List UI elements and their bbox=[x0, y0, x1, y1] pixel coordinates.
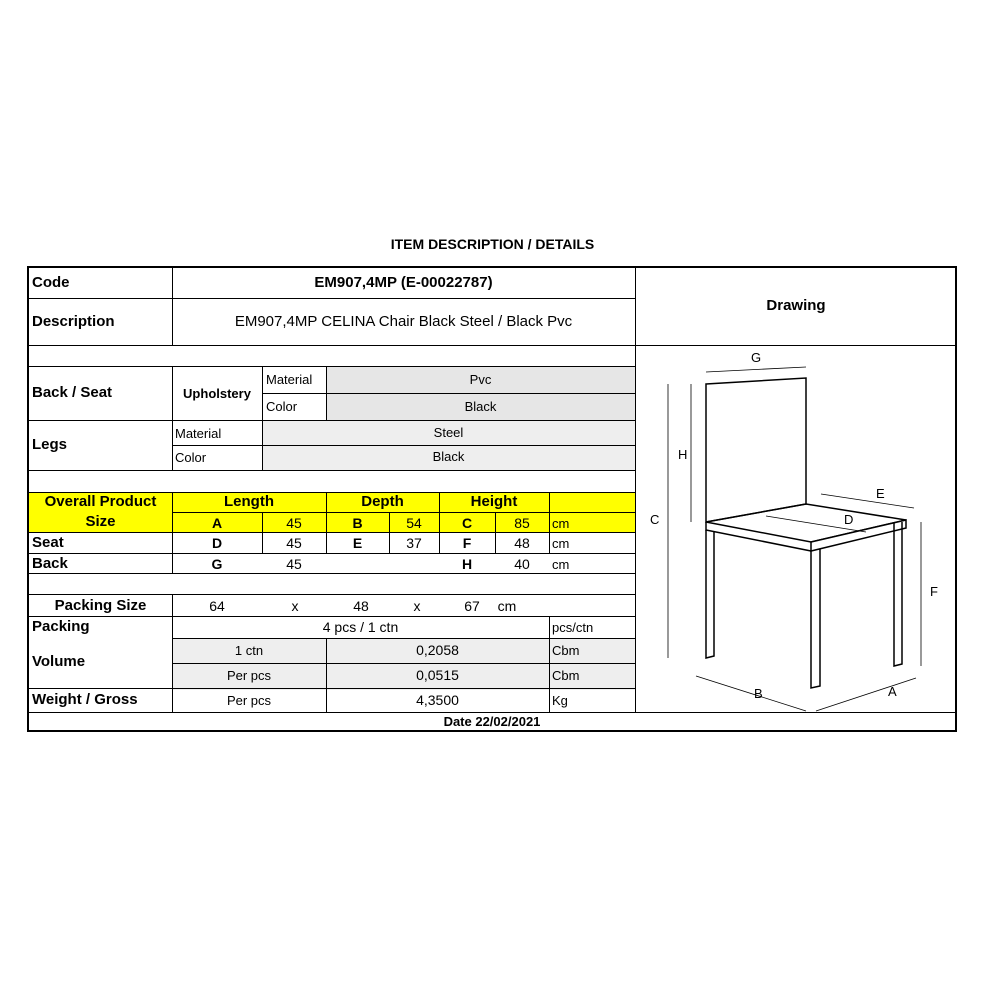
overall-height-value: 85 bbox=[514, 515, 530, 531]
seat-height-key: F bbox=[462, 535, 472, 551]
legs-label: Legs bbox=[32, 436, 68, 453]
dimension-g-line bbox=[706, 367, 806, 372]
dimension-e-line bbox=[821, 494, 914, 508]
back-label: Back bbox=[32, 555, 68, 572]
chair-seat-edge bbox=[811, 520, 906, 551]
volume-row1-unit: Cbm bbox=[552, 643, 580, 658]
seat-unit: cm bbox=[552, 536, 570, 551]
legs-material-label: Material bbox=[175, 426, 222, 441]
label-h: H bbox=[678, 447, 688, 462]
packing-size-label: Packing Size bbox=[54, 597, 147, 614]
dimension-a-line bbox=[816, 678, 916, 711]
description-value: EM907,4MP CELINA Chair Black Steel / Black Pvc bbox=[234, 313, 573, 330]
overall-length-value: 45 bbox=[286, 515, 302, 531]
description-label: Description bbox=[32, 313, 115, 330]
volume-row2-unit: Cbm bbox=[552, 668, 580, 683]
label-c: C bbox=[650, 512, 660, 527]
legs-material-value: Steel bbox=[433, 425, 464, 440]
page-title: ITEM DESCRIPTION / DETAILS bbox=[390, 236, 595, 252]
weight-label: Weight / Gross bbox=[32, 691, 138, 708]
chair-leg-front bbox=[811, 549, 820, 688]
packing-label: Packing bbox=[32, 618, 90, 635]
legs-color-value: Black bbox=[432, 449, 465, 464]
label-a: A bbox=[888, 684, 897, 699]
packing-size-height: 67 bbox=[464, 598, 480, 614]
depth-header: Depth bbox=[361, 493, 404, 510]
upholstery-label: Upholstery bbox=[183, 386, 251, 401]
volume-row2-label: Per pcs bbox=[226, 668, 272, 683]
weight-unit: Kg bbox=[552, 693, 568, 708]
overall-length-key: A bbox=[211, 515, 223, 531]
label-g: G bbox=[751, 350, 762, 365]
overall-depth-key: B bbox=[352, 515, 363, 531]
chair-seat-side bbox=[706, 522, 811, 551]
label-d: D bbox=[844, 512, 854, 527]
height-header: Height bbox=[470, 493, 518, 510]
code-label: Code bbox=[32, 274, 70, 291]
seat-length-value: 45 bbox=[286, 535, 302, 551]
packing-size-x1: x bbox=[291, 598, 299, 614]
details-table bbox=[27, 266, 957, 732]
overall-height-key: C bbox=[461, 515, 473, 531]
packing-unit: pcs/ctn bbox=[552, 620, 594, 635]
dimension-b-line bbox=[696, 676, 806, 711]
back-height-key: H bbox=[461, 556, 473, 572]
weight-sub-label: Per pcs bbox=[226, 693, 272, 708]
packing-value: 4 pcs / 1 ctn bbox=[322, 619, 399, 635]
back-seat-label: Back / Seat bbox=[32, 384, 113, 401]
back-seat-material-label: Material bbox=[266, 372, 313, 387]
packing-size-unit: cm bbox=[497, 598, 517, 614]
back-height-value: 40 bbox=[514, 556, 530, 572]
volume-label: Volume bbox=[32, 653, 86, 670]
seat-height-value: 48 bbox=[514, 535, 530, 551]
drawing-label: Drawing bbox=[766, 297, 826, 314]
chair-leg-right bbox=[894, 522, 902, 666]
length-header: Length bbox=[224, 493, 274, 510]
chair-backrest bbox=[706, 378, 806, 522]
chair-drawing bbox=[636, 346, 955, 712]
volume-row1-value: 0,2058 bbox=[416, 642, 459, 658]
back-seat-color-value: Black bbox=[464, 399, 497, 414]
date-label: Date 22/02/2021 bbox=[443, 714, 541, 729]
packing-size-length: 64 bbox=[209, 598, 225, 614]
volume-row1-label: 1 ctn bbox=[234, 643, 264, 658]
seat-depth-key: E bbox=[352, 535, 363, 551]
overall-size-label-1: Overall Product bbox=[44, 493, 157, 510]
code-value: EM907,4MP (E-00022787) bbox=[314, 274, 493, 291]
label-e: E bbox=[876, 486, 885, 501]
back-unit: cm bbox=[552, 557, 570, 572]
volume-row2-value: 0,0515 bbox=[416, 667, 459, 683]
packing-size-x2: x bbox=[413, 598, 421, 614]
seat-depth-value: 37 bbox=[406, 535, 422, 551]
back-length-key: G bbox=[211, 556, 223, 572]
back-seat-material-value: Pvc bbox=[469, 372, 492, 387]
packing-size-width: 48 bbox=[353, 598, 369, 614]
back-length-value: 45 bbox=[286, 556, 302, 572]
seat-label: Seat bbox=[32, 534, 64, 551]
overall-depth-value: 54 bbox=[406, 515, 422, 531]
label-f: F bbox=[930, 584, 938, 599]
label-b: B bbox=[754, 686, 763, 701]
weight-value: 4,3500 bbox=[416, 692, 459, 708]
legs-color-label: Color bbox=[175, 450, 207, 465]
overall-unit: cm bbox=[552, 516, 570, 531]
overall-size-label-2: Size bbox=[85, 513, 116, 530]
back-seat-color-label: Color bbox=[266, 399, 298, 414]
chair-leg-back-left bbox=[706, 530, 714, 658]
seat-length-key: D bbox=[211, 535, 223, 551]
